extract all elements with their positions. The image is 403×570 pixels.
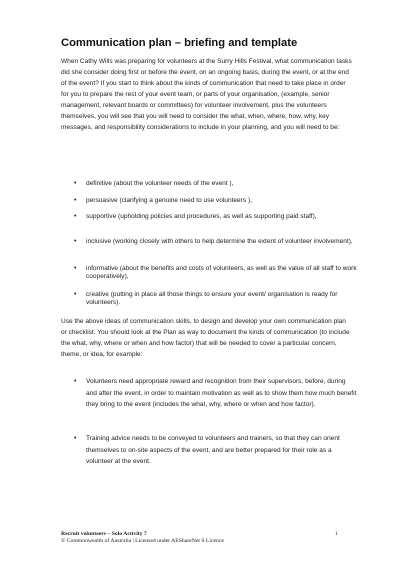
list-item-text: Volunteers need appropriate reward and recognition from their supervisors, before, during and after the event, in order to maintain motivation as well as to show them how much benefit they bring to the event (includes the what, why, where or when and how factor). (86, 378, 357, 408)
list-item (74, 291, 358, 307)
bullet-icon: • (74, 238, 77, 245)
list-item (74, 433, 358, 468)
document-title: Communication plan – briefing and template (61, 37, 298, 49)
bullet-icon: • (74, 378, 77, 385)
footer-licence: © Commonwealth of Australia | Licensed under AEShareNet S Licence (61, 538, 224, 545)
list-item-text: supportive (upholding policies and procedures, as well as supporting paid staff), (86, 213, 317, 220)
page-footer (61, 531, 224, 546)
list-item (74, 376, 358, 411)
list-item-text: persuasive (clarifying a genuine need to use volunteers ), (86, 197, 252, 204)
usage-paragraph: Use the above ideas of communication skills, to design and develop your own communication plan or checklist. You should look at the Plan as way to document the kinds of communication (to include the what, why, where or when and how factor) that will be needed to cover a particular concern, theme, or idea, for example: (61, 318, 350, 358)
list-item-text: Training advice needs to be conveyed to volunteers and trainers, so that they can orient themselves to on-site aspects of the event, and are better prepared for their role as a volunteer at the event. (86, 435, 340, 465)
list-item-text: creative (putting in place all those things to ensure your event/ organisation is ready for volunteers). (86, 291, 338, 307)
list-item (74, 197, 358, 205)
bullet-icon: • (74, 213, 77, 220)
intro-paragraph: When Cathy Wills was preparing for volunteers at the Surry Hills Festival, what communication tasks did she consider doing first or before the event, on an ongoing basis, during the event, or at the end of the event? If you start to think about the kinds of communication that need to take place in order for you to prepare the rest of your event team, or parts of your organisation, (example, senior management, relevant boards or committees) for volunteer involvement, plus the volunteers themselves, you will see that you will need to consider the what, when, where, how, why, key messages, and responsibility considerations to include in your planning, and you will need to be: (61, 58, 352, 131)
list-item-text: inclusive (working closely with others to help determine the extent of volunteer involvement), (86, 238, 353, 245)
list-item (74, 265, 358, 281)
list-item (74, 180, 358, 188)
list-item-text: definitive (about the volunteer needs of the event ), (86, 180, 234, 187)
page-number: 1 (335, 531, 338, 537)
list-item (74, 238, 358, 246)
bullet-icon: • (74, 197, 77, 204)
bullet-icon: • (74, 291, 77, 298)
list-item-text: informative (about the benefits and costs of volunteers, as well as the value of all staff to work cooperatively), (86, 265, 357, 281)
bullet-icon: • (74, 265, 77, 272)
bullet-icon: • (74, 435, 77, 442)
list-item (74, 213, 358, 221)
footer-activity: Recruit volunteers – Solo Activity 7 (61, 531, 147, 537)
bullet-icon: • (74, 180, 77, 187)
